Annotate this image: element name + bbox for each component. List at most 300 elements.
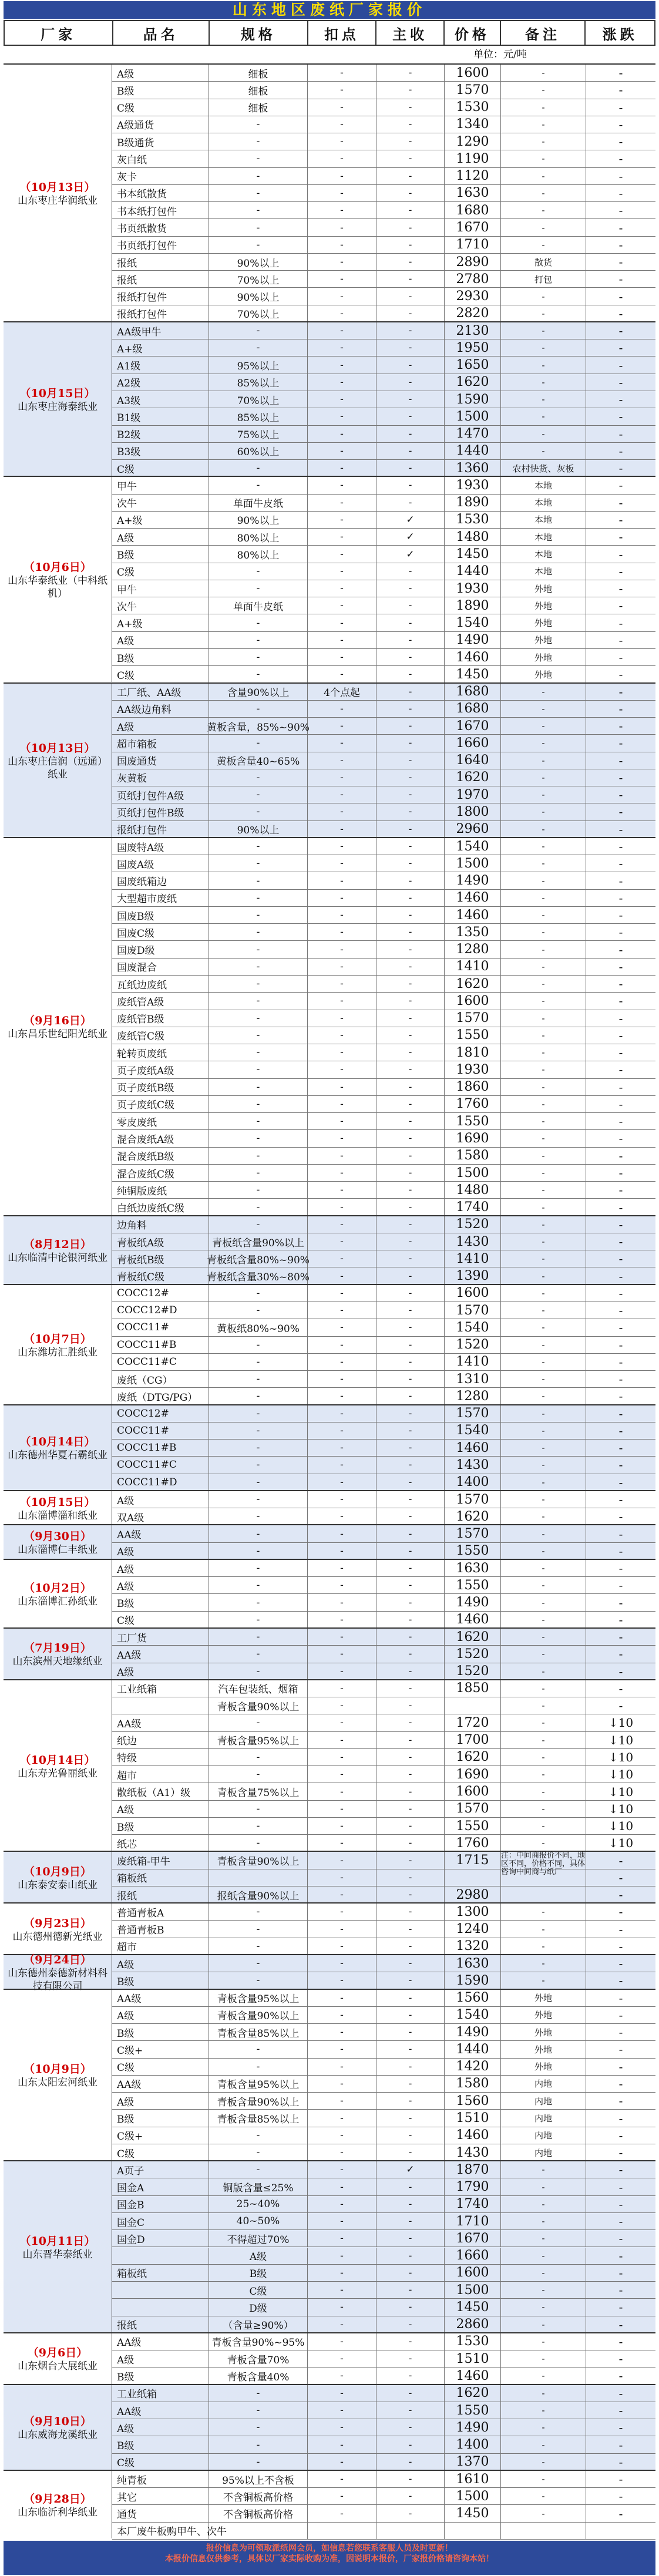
cell-deduct: - (308, 1285, 376, 1302)
cell-grade: B3级 (112, 443, 209, 459)
table-row (112, 1182, 655, 1199)
cell-grade: COCC12#D (112, 1302, 209, 1319)
cell-price (445, 2523, 501, 2539)
cell-price: 1280 (445, 941, 501, 957)
table-row (112, 1027, 655, 1044)
mill-name: 山东滨州天地缘纸业 (12, 1656, 103, 1668)
cell-spec: - (209, 649, 308, 665)
cell-adjust: - (618, 66, 623, 80)
table-row (112, 1491, 655, 1508)
cell-supply: - (376, 1955, 445, 1972)
cell-supply: - (376, 1267, 445, 1284)
cell-adjust: - (618, 1320, 623, 1335)
cell-supply: - (376, 1250, 445, 1267)
cell-adjust: - (618, 2180, 623, 2194)
cell-note: - (501, 959, 586, 975)
cell-note: - (501, 2505, 586, 2521)
cell-supply: - (376, 2282, 445, 2298)
table-row (112, 1938, 655, 1955)
cell-grade: 普通青板A (112, 1904, 209, 1920)
cell-adjust: - (618, 890, 623, 905)
cell-spec: - (209, 219, 308, 236)
cell-deduct: - (308, 752, 376, 769)
cell-note: - (501, 1783, 586, 1800)
cell-supply: - (376, 1233, 445, 1250)
cell-note: - (501, 1079, 586, 1095)
table-row (112, 1371, 655, 1388)
cell-note: - (501, 2333, 586, 2350)
cell-note: - (501, 2488, 586, 2504)
cell-price: 1500 (445, 855, 501, 872)
table-row (112, 1233, 655, 1250)
cell-grade: B2级 (112, 426, 209, 442)
cell-supply: - (376, 941, 445, 957)
cell-supply: - (376, 1680, 445, 1697)
cell-supply: - (376, 1165, 445, 1181)
cell-price: 2980 (445, 1886, 501, 1903)
cell-adjust: - (618, 375, 623, 389)
cell-deduct: - (308, 976, 376, 992)
cell-adjust: ↓10 (608, 1801, 634, 1816)
cell-price: 1120 (445, 168, 501, 184)
cell-price: 1610 (445, 2471, 501, 2487)
cell-spec: - (209, 1130, 308, 1146)
cell-adjust: - (618, 581, 623, 596)
cell-grade: 废纸箱-甲牛 (112, 1852, 209, 1868)
cell-supply: - (376, 2110, 445, 2126)
cell-adjust: - (618, 203, 623, 218)
cell-grade: 次牛 (112, 495, 209, 511)
cell-note: - (501, 872, 586, 889)
cell-grade (112, 1697, 209, 1714)
cell-spec: - (209, 1835, 308, 1851)
cell-adjust: - (618, 1526, 623, 1541)
cell-price: 1440 (445, 2041, 501, 2057)
cell-grade: 国金D (112, 2230, 209, 2247)
cell-adjust: - (618, 1990, 623, 2005)
cell-deduct: - (308, 1818, 376, 1834)
mill-group (4, 1490, 655, 1525)
mill-date: （9月23日） (23, 1916, 92, 1930)
cell-note: - (501, 1697, 586, 1714)
cell-grade: 本厂废牛板购甲牛、次牛 (112, 2523, 209, 2539)
cell-deduct: - (308, 1148, 376, 1164)
cell-supply: - (376, 1577, 445, 1593)
cell-deduct: - (308, 1955, 376, 1972)
cell-supply: - (376, 2299, 445, 2315)
cell-note: 本地 (501, 512, 586, 528)
cell-spec: 95%以上 (209, 357, 308, 373)
cell-supply: - (376, 1904, 445, 1920)
cell-supply: - (376, 2419, 445, 2436)
cell-adjust: - (618, 1389, 623, 1404)
cell-adjust: - (618, 633, 623, 647)
cell-grade: 报纸 (112, 254, 209, 270)
cell-spec: - (209, 2161, 308, 2178)
cell-price: 1450 (445, 546, 501, 562)
cell-deduct: - (308, 512, 376, 528)
cell-supply: - (376, 1354, 445, 1370)
cell-supply: - (376, 219, 445, 236)
cell-adjust: - (618, 1131, 623, 1146)
cell-adjust: - (618, 1217, 623, 1232)
cell-price: 1320 (445, 1938, 501, 1955)
cell-supply: - (376, 1801, 445, 1817)
cell-note: - (501, 2402, 586, 2419)
cell-note: 外地 (501, 649, 586, 665)
cell-grade: B级通货 (112, 133, 209, 150)
cell-deduct: - (308, 872, 376, 889)
cell-adjust: - (618, 237, 623, 252)
cell-spec: 25~40% (209, 2196, 308, 2212)
mill-date: （10月13日） (19, 180, 96, 194)
cell-price: 1890 (445, 597, 501, 614)
table-row (112, 408, 655, 425)
cell-spec: - (209, 1508, 308, 1525)
cell-grade: 轮转页废纸 (112, 1044, 209, 1061)
cell-grade: 纸芯 (112, 1835, 209, 1851)
table-row (112, 1594, 655, 1611)
cell-note (501, 1886, 586, 1903)
cell-adjust: - (618, 1664, 623, 1679)
table-row (112, 1422, 655, 1440)
cell-note: - (501, 1646, 586, 1662)
cell-spec: 青板含量85%以上 (209, 2024, 308, 2040)
cell-adjust: - (618, 598, 623, 613)
cell-adjust: - (618, 1681, 623, 1696)
cell-grade: B级 (112, 546, 209, 562)
cell-grade: 书本纸散货 (112, 185, 209, 201)
cell-grade: A级 (112, 1955, 209, 1972)
mill-group (4, 1404, 655, 1490)
cell-spec: - (209, 1285, 308, 1302)
cell-note: 外地 (501, 2041, 586, 2057)
cell-note: - (501, 1629, 586, 1645)
cell-supply: - (376, 1285, 445, 1302)
cell-spec: - (209, 872, 308, 889)
cell-grade: COCC12# (112, 1405, 209, 1422)
table-row (112, 1405, 655, 1422)
table-row (112, 2454, 655, 2471)
cell-price: 1580 (445, 2076, 501, 2092)
cell-supply: - (376, 890, 445, 906)
cell-price: 1430 (445, 1233, 501, 1250)
mill-group (4, 1679, 655, 1851)
cell-adjust: ↓10 (608, 1733, 634, 1747)
cell-deduct: - (308, 701, 376, 717)
cell-note: - (501, 1148, 586, 1164)
mill-group (4, 2470, 655, 2538)
cell-adjust: - (618, 908, 623, 923)
cell-price: 1620 (445, 1508, 501, 1525)
cell-price: 1660 (445, 2248, 501, 2264)
cell-grade: 书页纸打包件 (112, 237, 209, 253)
cell-spec (209, 1869, 308, 1886)
cell-supply: - (376, 1663, 445, 1680)
cell-grade: C级 (112, 460, 209, 476)
cell-deduct (308, 2523, 376, 2539)
cell-adjust: - (618, 1939, 623, 1953)
cell-note: - (501, 907, 586, 923)
cell-supply: - (376, 288, 445, 304)
cell-supply: - (376, 735, 445, 751)
cell-deduct: - (308, 803, 376, 820)
cell-deduct: - (308, 2454, 376, 2470)
cell-price: 1490 (445, 872, 501, 889)
cell-adjust: - (618, 1028, 623, 1042)
cell-supply: - (376, 1422, 445, 1439)
cell-grade: 废纸（CG） (112, 1371, 209, 1387)
cell-note: - (501, 821, 586, 838)
mill-date: （9月16日） (23, 1014, 92, 1028)
cell-supply: - (376, 1148, 445, 1164)
cell-supply: ✓ (376, 546, 445, 562)
header-price: 价格 (445, 21, 501, 45)
cell-price: 1300 (445, 1904, 501, 1920)
cell-supply: - (376, 150, 445, 167)
cell-adjust: - (618, 2231, 623, 2246)
cell-price: 2960 (445, 821, 501, 838)
cell-grade: C级+ (112, 2041, 209, 2057)
cell-adjust: - (618, 994, 623, 1008)
cell-supply: - (376, 1182, 445, 1198)
cell-spec: 70%以上 (209, 391, 308, 408)
cell-supply: - (376, 1491, 445, 1508)
cell-note: - (501, 1921, 586, 1937)
mill-group (4, 1559, 655, 1627)
cell-supply: - (376, 374, 445, 391)
cell-grade: 混合废纸C级 (112, 1165, 209, 1181)
cell-supply: - (376, 1010, 445, 1027)
cell-spec: - (209, 477, 308, 493)
cell-note: - (501, 1044, 586, 1061)
cell-price: 1860 (445, 1079, 501, 1095)
cell-price: 1550 (445, 1577, 501, 1593)
cell-note: - (501, 1388, 586, 1404)
cell-deduct: - (308, 357, 376, 373)
cell-spec: - (209, 168, 308, 184)
cell-spec: 青板含量95%以上 (209, 1732, 308, 1748)
cell-price: 1290 (445, 133, 501, 150)
cell-supply: - (376, 786, 445, 803)
cell-spec: - (209, 855, 308, 872)
cell-adjust: - (618, 1148, 623, 1163)
cell-price: 1700 (445, 1732, 501, 1748)
table-row (112, 2127, 655, 2144)
table-row (112, 872, 655, 889)
cell-supply: - (376, 1319, 445, 1336)
cell-supply: - (376, 133, 445, 150)
table-row (112, 1749, 655, 1766)
cell-price: 2890 (445, 254, 501, 270)
cell-price: 1460 (445, 649, 501, 665)
cell-note: - (501, 786, 586, 803)
cell-grade: A3级 (112, 391, 209, 408)
cell-deduct: - (308, 632, 376, 648)
cell-note: 本地 (501, 477, 586, 493)
cell-adjust: - (618, 2352, 623, 2366)
cell-note: - (501, 941, 586, 957)
cell-spec: 报纸含量90%以上 (209, 1886, 308, 1903)
table-row (112, 1835, 655, 1852)
cell-spec: - (209, 1525, 308, 1542)
table-row (112, 976, 655, 993)
cell-deduct: - (308, 1594, 376, 1610)
cell-adjust: - (618, 1956, 623, 1971)
table-row (112, 426, 655, 443)
cell-grade: B级 (112, 2368, 209, 2384)
cell-price: 1970 (445, 786, 501, 803)
cell-spec: - (209, 1061, 308, 1078)
cell-deduct: - (308, 460, 376, 476)
cell-spec: 60%以上 (209, 443, 308, 459)
table-row (112, 959, 655, 976)
cell-note: - (501, 2436, 586, 2453)
cell-price: 1550 (445, 1027, 501, 1044)
cell-adjust: ↓10 (608, 1767, 634, 1782)
cell-adjust: - (618, 1269, 623, 1283)
mill-group (4, 1953, 655, 1992)
cell-supply: - (376, 1972, 445, 1989)
cell-grade: C级 (112, 2144, 209, 2161)
cell-supply: - (376, 477, 445, 493)
cell-deduct: - (308, 597, 376, 614)
mill-cell (4, 477, 112, 682)
cell-price: 1590 (445, 1972, 501, 1989)
cell-note: - (501, 1474, 586, 1491)
cell-adjust: - (618, 358, 623, 372)
cell-supply: - (376, 1783, 445, 1800)
cell-supply: - (376, 2454, 445, 2470)
header-mill: 厂家 (5, 21, 113, 45)
cell-supply: - (376, 237, 445, 253)
cell-deduct: - (308, 1079, 376, 1095)
cell-adjust: - (618, 169, 623, 183)
cell-note: - (501, 288, 586, 304)
cell-grade: A级 (112, 2007, 209, 2023)
cell-deduct: - (308, 1044, 376, 1061)
cell-grade: AA级 (112, 2402, 209, 2419)
mill-date: （10月7日） (23, 1332, 92, 1346)
cell-supply: - (376, 2024, 445, 2040)
cell-deduct: - (308, 1749, 376, 1765)
cell-deduct: - (308, 1061, 376, 1078)
cell-supply: - (376, 614, 445, 631)
header-note: 备注 (501, 21, 586, 45)
cell-deduct: - (308, 1491, 376, 1508)
cell-price: 1450 (445, 2299, 501, 2315)
mill-name: 山东淄博淄和纸业 (18, 1509, 97, 1522)
cell-deduct: - (308, 2196, 376, 2212)
cell-note: - (501, 1766, 586, 1783)
cell-grade: A2级 (112, 374, 209, 391)
cell-supply: - (376, 2059, 445, 2075)
cell-supply: - (376, 2316, 445, 2333)
cell-note: - (501, 2265, 586, 2281)
cell-grade: 大型超市废纸 (112, 890, 209, 906)
cell-supply: - (376, 2505, 445, 2521)
cell-adjust: - (618, 616, 623, 630)
cell-spec: - (209, 1801, 308, 1817)
cell-adjust: - (618, 2317, 623, 2332)
cell-note: 外地 (501, 597, 586, 614)
cell-spec: - (209, 2127, 308, 2144)
cell-price: 1510 (445, 2350, 501, 2367)
cell-spec: 青板含量90%以上 (209, 2007, 308, 2023)
cell-deduct: - (308, 890, 376, 906)
cell-adjust: - (618, 2300, 623, 2315)
cell-note: 打包 (501, 271, 586, 287)
cell-deduct: - (308, 924, 376, 940)
cell-note: - (501, 2471, 586, 2487)
cell-spec: 细板 (209, 99, 308, 116)
table-row (112, 65, 655, 82)
page-title: 山东地区废纸厂家报价 (4, 1, 655, 19)
cell-deduct: - (308, 1337, 376, 1353)
cell-supply: - (376, 855, 445, 872)
cell-supply: - (376, 339, 445, 356)
footer-line-2: 本报价信息仅供参考，具体以厂家实际收购为准，因说明本报价，厂家报价格请咨询本站！ (165, 2554, 494, 2564)
mill-cell (4, 1852, 112, 1902)
cell-supply: - (376, 271, 445, 287)
cell-grade: 国废C级 (112, 924, 209, 940)
cell-supply: - (376, 1096, 445, 1112)
cell-grade: 零皮废纸 (112, 1113, 209, 1129)
table-row (112, 701, 655, 718)
table-row (112, 2316, 655, 2333)
table-row (112, 305, 655, 322)
cell-grade: AA级 (112, 1714, 209, 1731)
cell-deduct: - (308, 649, 376, 665)
cell-deduct: - (308, 821, 376, 838)
cell-note: - (501, 99, 586, 116)
cell-spec: - (209, 2402, 308, 2419)
cell-note: - (501, 1216, 586, 1233)
cell-note: - (501, 116, 586, 133)
table-row (112, 924, 655, 941)
table-row (112, 2110, 655, 2127)
cell-supply: - (376, 959, 445, 975)
cell-adjust: - (618, 478, 623, 493)
cell-deduct: - (308, 1663, 376, 1680)
cell-grade: 超市 (112, 1766, 209, 1783)
cell-adjust: - (618, 839, 623, 853)
cell-price: 1680 (445, 202, 501, 218)
mill-group (4, 1215, 655, 1284)
cell-deduct: - (308, 2265, 376, 2281)
cell-price: 1630 (445, 185, 501, 201)
mill-group (4, 1284, 655, 1404)
cell-adjust: - (618, 341, 623, 355)
cell-note: - (501, 237, 586, 253)
cell-deduct: - (308, 1990, 376, 2006)
mill-name: 山东威海龙溪纸业 (18, 2429, 97, 2442)
cell-grade: B级 (112, 2024, 209, 2040)
cell-note: - (501, 718, 586, 734)
cell-spec: - (209, 185, 308, 201)
cell-note: 散货 (501, 254, 586, 270)
cell-spec: - (209, 460, 308, 476)
cell-grade: 国金A (112, 2178, 209, 2195)
mill-date: （10月6日） (23, 561, 92, 574)
cell-spec: - (209, 1302, 308, 1319)
cell-spec: - (209, 563, 308, 580)
cell-grade: A级 (112, 2093, 209, 2109)
cell-price: 2930 (445, 288, 501, 304)
cell-price: 1600 (445, 1783, 501, 1800)
cell-grade: B级 (112, 2110, 209, 2126)
table-row (112, 1732, 655, 1749)
